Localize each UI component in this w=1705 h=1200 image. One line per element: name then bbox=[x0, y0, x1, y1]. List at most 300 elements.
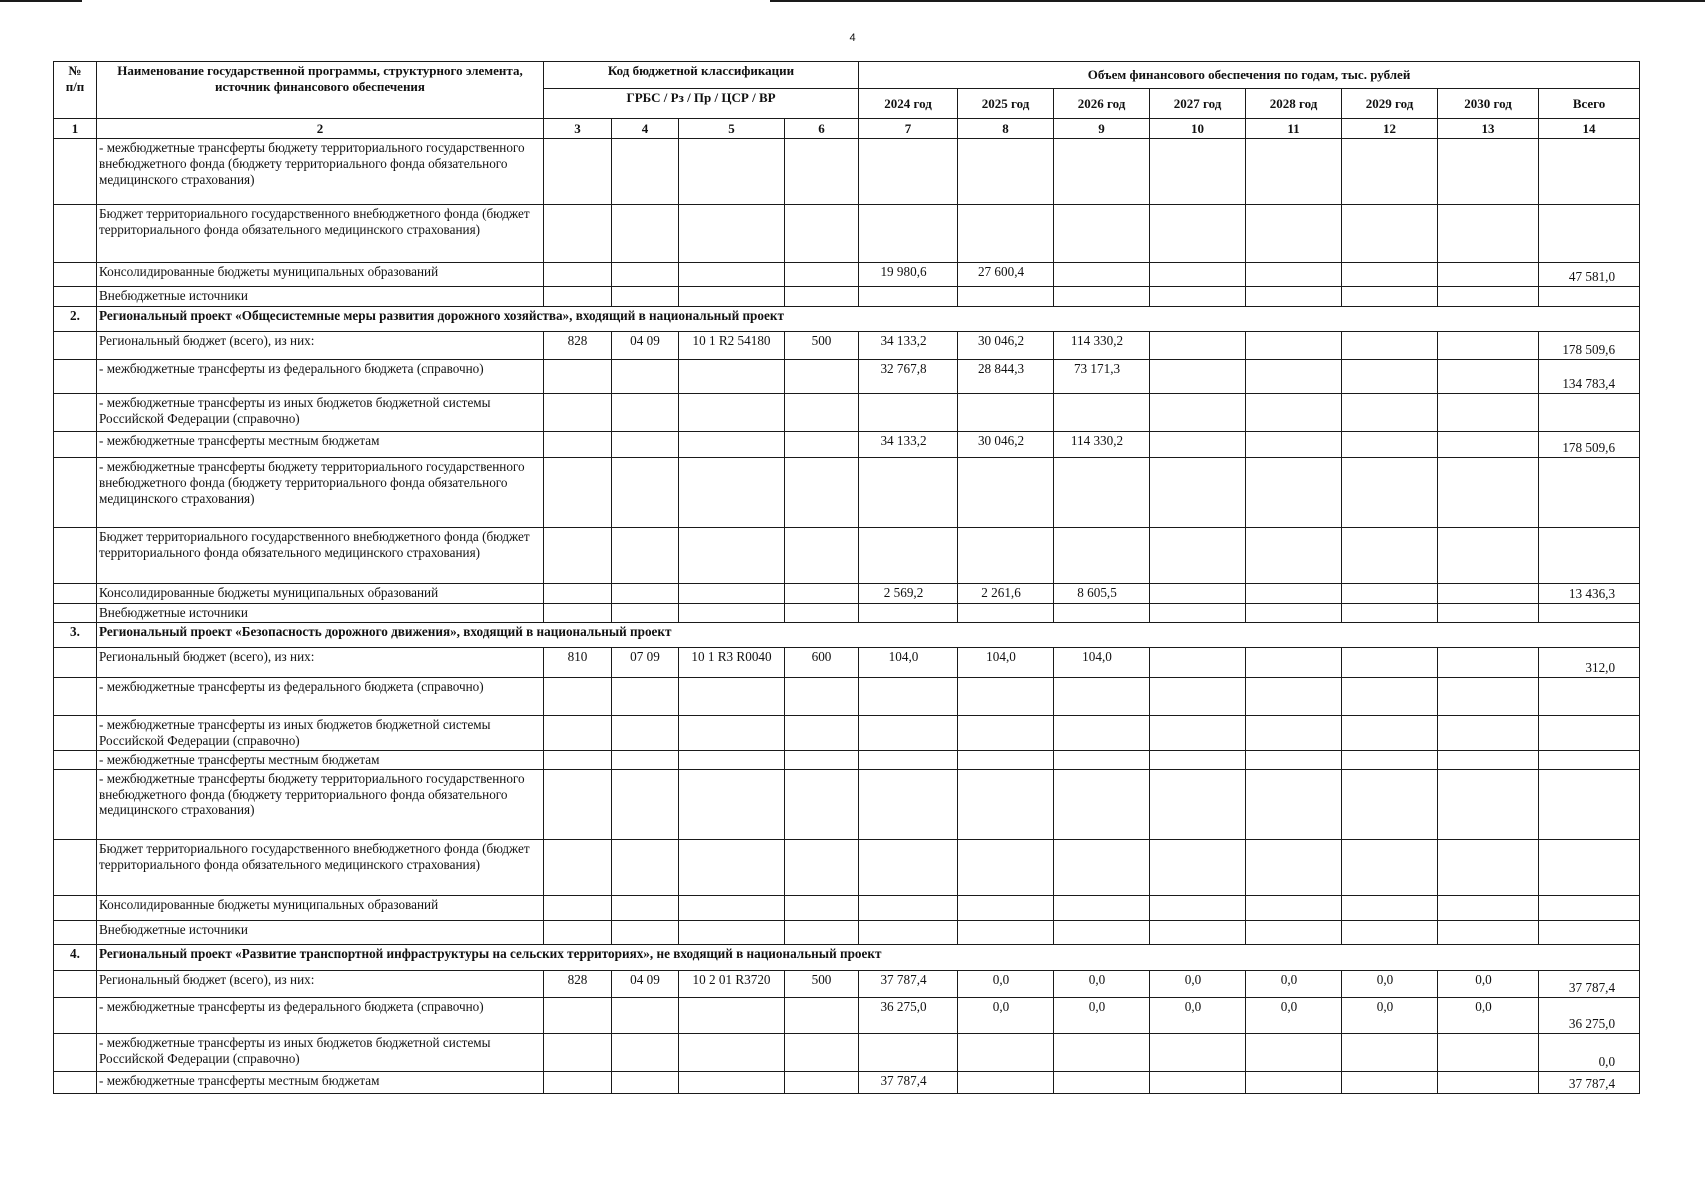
row-number bbox=[54, 360, 97, 394]
value-2030 bbox=[1438, 750, 1539, 769]
row-name: Консолидированные бюджеты муниципальных образований bbox=[97, 263, 544, 287]
table-row bbox=[54, 715, 1640, 750]
code-rz-pr bbox=[612, 528, 679, 584]
value-total bbox=[1539, 839, 1640, 895]
header-year-2025: 2025 год bbox=[958, 89, 1054, 119]
value-2028 bbox=[1246, 584, 1342, 604]
row-name: Бюджет территориального государственного внебюджетного фонда (бюджет территориального фонда обязательного медицинского страхования) bbox=[97, 205, 544, 263]
table-row bbox=[54, 750, 1640, 769]
value-2030 bbox=[1438, 839, 1539, 895]
value-total bbox=[1539, 528, 1640, 584]
code-vr bbox=[785, 432, 859, 458]
value-2028 bbox=[1246, 895, 1342, 920]
section-row bbox=[54, 307, 1640, 332]
value-2024: 36 275,0 bbox=[859, 997, 958, 1033]
header-year-2024: 2024 год bbox=[859, 89, 958, 119]
value-2027 bbox=[1150, 750, 1246, 769]
value-2028 bbox=[1246, 332, 1342, 360]
code-vr bbox=[785, 287, 859, 307]
code-csr bbox=[679, 139, 785, 205]
value-total: 37 787,4 bbox=[1539, 970, 1640, 997]
value-2025 bbox=[958, 920, 1054, 944]
value-2024: 37 787,4 bbox=[859, 970, 958, 997]
value-2025 bbox=[958, 715, 1054, 750]
row-name: Консолидированные бюджеты муниципальных образований bbox=[97, 895, 544, 920]
value-2025 bbox=[958, 604, 1054, 623]
table-row bbox=[54, 360, 1640, 394]
code-vr bbox=[785, 715, 859, 750]
value-total bbox=[1539, 920, 1640, 944]
section-title: Региональный проект «Безопасность дорожного движения», входящий в национальный проект bbox=[97, 622, 1640, 647]
header-index-row bbox=[54, 119, 1640, 139]
table-row bbox=[54, 895, 1640, 920]
value-2026 bbox=[1054, 920, 1150, 944]
value-total bbox=[1539, 205, 1640, 263]
value-2027 bbox=[1150, 458, 1246, 528]
code-rz-pr bbox=[612, 750, 679, 769]
value-2027 bbox=[1150, 647, 1246, 677]
value-2029 bbox=[1342, 205, 1438, 263]
value-2025: 0,0 bbox=[958, 970, 1054, 997]
table-row bbox=[54, 839, 1640, 895]
value-2028 bbox=[1246, 839, 1342, 895]
value-2027 bbox=[1150, 715, 1246, 750]
code-csr: 10 1 R2 54180 bbox=[679, 332, 785, 360]
value-2024 bbox=[859, 715, 958, 750]
table-row bbox=[54, 677, 1640, 715]
value-total: 178 509,6 bbox=[1539, 332, 1640, 360]
code-csr bbox=[679, 604, 785, 623]
code-grbs: 828 bbox=[544, 970, 612, 997]
value-total bbox=[1539, 715, 1640, 750]
value-2026: 8 605,5 bbox=[1054, 584, 1150, 604]
value-2024 bbox=[859, 458, 958, 528]
code-csr bbox=[679, 263, 785, 287]
value-2025: 104,0 bbox=[958, 647, 1054, 677]
value-2029 bbox=[1342, 584, 1438, 604]
scan-edge-left bbox=[0, 0, 82, 2]
value-2024 bbox=[859, 769, 958, 839]
table-row bbox=[54, 584, 1640, 604]
row-number bbox=[54, 263, 97, 287]
table-row bbox=[54, 287, 1640, 307]
value-total bbox=[1539, 604, 1640, 623]
value-2029 bbox=[1342, 458, 1438, 528]
value-2025 bbox=[958, 139, 1054, 205]
row-number bbox=[54, 458, 97, 528]
code-vr bbox=[785, 528, 859, 584]
code-csr bbox=[679, 528, 785, 584]
value-2025 bbox=[958, 528, 1054, 584]
code-vr bbox=[785, 895, 859, 920]
code-grbs bbox=[544, 750, 612, 769]
code-csr bbox=[679, 715, 785, 750]
value-2024: 34 133,2 bbox=[859, 432, 958, 458]
code-vr bbox=[785, 750, 859, 769]
value-2026: 0,0 bbox=[1054, 970, 1150, 997]
row-name: - межбюджетные трансферты из федерального бюджета (справочно) bbox=[97, 677, 544, 715]
code-grbs bbox=[544, 287, 612, 307]
code-vr bbox=[785, 139, 859, 205]
value-2028 bbox=[1246, 1033, 1342, 1071]
code-vr bbox=[785, 1033, 859, 1071]
code-rz-pr bbox=[612, 895, 679, 920]
col-index: 13 bbox=[1438, 119, 1539, 139]
value-2026 bbox=[1054, 1071, 1150, 1093]
table-row bbox=[54, 528, 1640, 584]
code-grbs bbox=[544, 263, 612, 287]
value-2025 bbox=[958, 839, 1054, 895]
row-name: Региональный бюджет (всего), из них: bbox=[97, 332, 544, 360]
value-2029 bbox=[1342, 287, 1438, 307]
header-year-2027: 2027 год bbox=[1150, 89, 1246, 119]
code-rz-pr bbox=[612, 677, 679, 715]
code-csr bbox=[679, 287, 785, 307]
code-vr bbox=[785, 920, 859, 944]
table-row bbox=[54, 205, 1640, 263]
code-vr bbox=[785, 263, 859, 287]
row-number bbox=[54, 920, 97, 944]
value-2029 bbox=[1342, 839, 1438, 895]
row-number bbox=[54, 394, 97, 432]
table-body bbox=[54, 139, 1640, 1094]
value-total: 0,0 bbox=[1539, 1033, 1640, 1071]
code-vr bbox=[785, 205, 859, 263]
code-grbs bbox=[544, 1071, 612, 1093]
code-csr bbox=[679, 997, 785, 1033]
value-2029 bbox=[1342, 604, 1438, 623]
code-csr bbox=[679, 205, 785, 263]
value-2024 bbox=[859, 895, 958, 920]
value-2029 bbox=[1342, 263, 1438, 287]
value-total: 36 275,0 bbox=[1539, 997, 1640, 1033]
code-grbs bbox=[544, 458, 612, 528]
scan-edge-right bbox=[770, 0, 1705, 2]
code-csr bbox=[679, 920, 785, 944]
col-index: 6 bbox=[785, 119, 859, 139]
code-rz-pr: 04 09 bbox=[612, 970, 679, 997]
code-rz-pr bbox=[612, 1071, 679, 1093]
code-grbs bbox=[544, 584, 612, 604]
row-number bbox=[54, 604, 97, 623]
value-2025 bbox=[958, 769, 1054, 839]
row-number bbox=[54, 432, 97, 458]
value-2024 bbox=[859, 394, 958, 432]
value-2029 bbox=[1342, 920, 1438, 944]
code-grbs bbox=[544, 360, 612, 394]
value-2029 bbox=[1342, 715, 1438, 750]
row-name: - межбюджетные трансферты из федерального бюджета (справочно) bbox=[97, 997, 544, 1033]
code-grbs bbox=[544, 715, 612, 750]
code-rz-pr bbox=[612, 584, 679, 604]
table-row bbox=[54, 458, 1640, 528]
value-2024: 37 787,4 bbox=[859, 1071, 958, 1093]
code-grbs bbox=[544, 769, 612, 839]
table-row bbox=[54, 432, 1640, 458]
code-csr bbox=[679, 360, 785, 394]
code-grbs bbox=[544, 677, 612, 715]
value-2026 bbox=[1054, 895, 1150, 920]
value-2027 bbox=[1150, 332, 1246, 360]
code-rz-pr bbox=[612, 920, 679, 944]
section-number: 4. bbox=[54, 944, 97, 970]
value-2025: 30 046,2 bbox=[958, 432, 1054, 458]
code-grbs bbox=[544, 394, 612, 432]
col-index: 4 bbox=[612, 119, 679, 139]
value-2027: 0,0 bbox=[1150, 970, 1246, 997]
row-number bbox=[54, 750, 97, 769]
value-2029 bbox=[1342, 528, 1438, 584]
value-2026 bbox=[1054, 287, 1150, 307]
code-csr bbox=[679, 1071, 785, 1093]
code-rz-pr: 04 09 bbox=[612, 332, 679, 360]
code-grbs bbox=[544, 205, 612, 263]
value-2028 bbox=[1246, 263, 1342, 287]
value-2024 bbox=[859, 205, 958, 263]
section-number: 2. bbox=[54, 307, 97, 332]
value-2030 bbox=[1438, 394, 1539, 432]
value-2027 bbox=[1150, 139, 1246, 205]
value-2028: 0,0 bbox=[1246, 997, 1342, 1033]
value-2025 bbox=[958, 1071, 1054, 1093]
value-2027 bbox=[1150, 1033, 1246, 1071]
row-number bbox=[54, 997, 97, 1033]
value-2027: 0,0 bbox=[1150, 997, 1246, 1033]
value-2029 bbox=[1342, 1071, 1438, 1093]
value-2027 bbox=[1150, 839, 1246, 895]
value-total: 47 581,0 bbox=[1539, 263, 1640, 287]
row-name: Региональный бюджет (всего), из них: bbox=[97, 970, 544, 997]
code-grbs bbox=[544, 839, 612, 895]
value-2028 bbox=[1246, 715, 1342, 750]
row-number bbox=[54, 205, 97, 263]
code-vr bbox=[785, 1071, 859, 1093]
code-rz-pr bbox=[612, 458, 679, 528]
value-2025 bbox=[958, 287, 1054, 307]
row-number bbox=[54, 287, 97, 307]
row-number bbox=[54, 1071, 97, 1093]
value-2024 bbox=[859, 528, 958, 584]
value-2024 bbox=[859, 1033, 958, 1071]
header-year-2030: 2030 год bbox=[1438, 89, 1539, 119]
code-grbs bbox=[544, 432, 612, 458]
value-2028: 0,0 bbox=[1246, 970, 1342, 997]
value-2026 bbox=[1054, 604, 1150, 623]
code-vr bbox=[785, 604, 859, 623]
value-2030 bbox=[1438, 332, 1539, 360]
value-total bbox=[1539, 287, 1640, 307]
value-2024 bbox=[859, 604, 958, 623]
value-2026: 104,0 bbox=[1054, 647, 1150, 677]
col-index: 11 bbox=[1246, 119, 1342, 139]
value-2028 bbox=[1246, 1071, 1342, 1093]
row-number bbox=[54, 970, 97, 997]
code-grbs bbox=[544, 895, 612, 920]
value-total bbox=[1539, 677, 1640, 715]
code-rz-pr bbox=[612, 715, 679, 750]
value-2028 bbox=[1246, 604, 1342, 623]
code-csr bbox=[679, 1033, 785, 1071]
row-name: - межбюджетные трансферты местным бюджетам bbox=[97, 750, 544, 769]
value-2030 bbox=[1438, 677, 1539, 715]
budget-table bbox=[53, 61, 1640, 1094]
value-2029 bbox=[1342, 750, 1438, 769]
value-total: 178 509,6 bbox=[1539, 432, 1640, 458]
value-2025 bbox=[958, 1033, 1054, 1071]
code-grbs: 828 bbox=[544, 332, 612, 360]
value-2026 bbox=[1054, 458, 1150, 528]
value-2029 bbox=[1342, 332, 1438, 360]
code-grbs bbox=[544, 997, 612, 1033]
value-2028 bbox=[1246, 647, 1342, 677]
value-2029 bbox=[1342, 769, 1438, 839]
value-2029: 0,0 bbox=[1342, 997, 1438, 1033]
value-2028 bbox=[1246, 458, 1342, 528]
value-2030 bbox=[1438, 920, 1539, 944]
value-2026 bbox=[1054, 139, 1150, 205]
code-rz-pr bbox=[612, 263, 679, 287]
table-row bbox=[54, 1033, 1640, 1071]
value-2026 bbox=[1054, 750, 1150, 769]
value-2025: 0,0 bbox=[958, 997, 1054, 1033]
code-csr: 10 1 R3 R0040 bbox=[679, 647, 785, 677]
row-number bbox=[54, 528, 97, 584]
value-2030 bbox=[1438, 360, 1539, 394]
value-total bbox=[1539, 895, 1640, 920]
value-total: 13 436,3 bbox=[1539, 584, 1640, 604]
value-2027 bbox=[1150, 528, 1246, 584]
value-total: 312,0 bbox=[1539, 647, 1640, 677]
row-number bbox=[54, 139, 97, 205]
value-2030 bbox=[1438, 769, 1539, 839]
row-number bbox=[54, 677, 97, 715]
value-2025 bbox=[958, 677, 1054, 715]
value-2029 bbox=[1342, 677, 1438, 715]
value-2024 bbox=[859, 287, 958, 307]
value-2027 bbox=[1150, 263, 1246, 287]
value-2030 bbox=[1438, 715, 1539, 750]
value-2026 bbox=[1054, 394, 1150, 432]
table-row bbox=[54, 263, 1640, 287]
value-2026: 114 330,2 bbox=[1054, 332, 1150, 360]
value-2025: 30 046,2 bbox=[958, 332, 1054, 360]
code-grbs bbox=[544, 528, 612, 584]
value-2025 bbox=[958, 750, 1054, 769]
row-name: - межбюджетные трансферты из иных бюджетов бюджетной системы Российской Федерации (справочно) bbox=[97, 715, 544, 750]
row-number bbox=[54, 647, 97, 677]
value-2024 bbox=[859, 839, 958, 895]
value-2030 bbox=[1438, 1071, 1539, 1093]
header-budget-code: Код бюджетной классификации bbox=[544, 62, 859, 89]
value-2024 bbox=[859, 920, 958, 944]
row-number bbox=[54, 769, 97, 839]
col-index: 7 bbox=[859, 119, 958, 139]
code-rz-pr bbox=[612, 394, 679, 432]
value-total: 37 787,4 bbox=[1539, 1071, 1640, 1093]
row-name: Бюджет территориального государственного внебюджетного фонда (бюджет территориального фонда обязательного медицинского страхования) bbox=[97, 839, 544, 895]
value-2030 bbox=[1438, 604, 1539, 623]
code-grbs bbox=[544, 139, 612, 205]
code-vr bbox=[785, 360, 859, 394]
col-index: 9 bbox=[1054, 119, 1150, 139]
header-name: Наименование государственной программы, структурного элемента, источник финансового обеспечения bbox=[97, 62, 544, 119]
code-csr bbox=[679, 458, 785, 528]
row-name: Региональный бюджет (всего), из них: bbox=[97, 647, 544, 677]
value-2027 bbox=[1150, 432, 1246, 458]
row-name: - межбюджетные трансферты из иных бюджетов бюджетной системы Российской Федерации (справочно) bbox=[97, 1033, 544, 1071]
value-2030 bbox=[1438, 895, 1539, 920]
value-2030 bbox=[1438, 528, 1539, 584]
table-row bbox=[54, 997, 1640, 1033]
code-rz-pr bbox=[612, 287, 679, 307]
code-rz-pr bbox=[612, 139, 679, 205]
row-name: - межбюджетные трансферты бюджету территориального государственного внебюджетного фонда (бюджету территориального фонда обязательного медицинского страхования) bbox=[97, 139, 544, 205]
section-title: Региональный проект «Общесистемные меры развития дорожного хозяйства», входящий в национальный проект bbox=[97, 307, 1640, 332]
value-2026: 114 330,2 bbox=[1054, 432, 1150, 458]
value-2026 bbox=[1054, 677, 1150, 715]
value-2024: 34 133,2 bbox=[859, 332, 958, 360]
value-2029 bbox=[1342, 360, 1438, 394]
row-number bbox=[54, 715, 97, 750]
code-rz-pr bbox=[612, 360, 679, 394]
value-2029 bbox=[1342, 139, 1438, 205]
row-name: - межбюджетные трансферты местным бюджетам bbox=[97, 432, 544, 458]
code-rz-pr bbox=[612, 604, 679, 623]
code-vr bbox=[785, 458, 859, 528]
value-2030: 0,0 bbox=[1438, 997, 1539, 1033]
code-vr bbox=[785, 997, 859, 1033]
code-vr: 500 bbox=[785, 332, 859, 360]
value-2027 bbox=[1150, 604, 1246, 623]
code-csr bbox=[679, 769, 785, 839]
value-2027 bbox=[1150, 584, 1246, 604]
value-2027 bbox=[1150, 920, 1246, 944]
value-2026 bbox=[1054, 715, 1150, 750]
value-2026 bbox=[1054, 263, 1150, 287]
value-2025: 27 600,4 bbox=[958, 263, 1054, 287]
table-row bbox=[54, 332, 1640, 360]
header-year-2028: 2028 год bbox=[1246, 89, 1342, 119]
value-2030 bbox=[1438, 458, 1539, 528]
value-2030 bbox=[1438, 584, 1539, 604]
table-row bbox=[54, 920, 1640, 944]
value-2026 bbox=[1054, 839, 1150, 895]
col-index: 8 bbox=[958, 119, 1054, 139]
value-2030 bbox=[1438, 263, 1539, 287]
value-2027 bbox=[1150, 287, 1246, 307]
code-vr bbox=[785, 394, 859, 432]
value-2027 bbox=[1150, 677, 1246, 715]
value-2024: 2 569,2 bbox=[859, 584, 958, 604]
value-2024: 104,0 bbox=[859, 647, 958, 677]
code-csr bbox=[679, 677, 785, 715]
value-2029 bbox=[1342, 432, 1438, 458]
value-2025 bbox=[958, 458, 1054, 528]
value-2030 bbox=[1438, 205, 1539, 263]
table-row bbox=[54, 604, 1640, 623]
value-2028 bbox=[1246, 677, 1342, 715]
code-rz-pr bbox=[612, 1033, 679, 1071]
value-2027 bbox=[1150, 394, 1246, 432]
col-index: 12 bbox=[1342, 119, 1438, 139]
code-vr: 500 bbox=[785, 970, 859, 997]
value-total bbox=[1539, 750, 1640, 769]
header-year-2029: 2029 год bbox=[1342, 89, 1438, 119]
col-index: 3 bbox=[544, 119, 612, 139]
value-2028 bbox=[1246, 287, 1342, 307]
code-rz-pr bbox=[612, 769, 679, 839]
value-2024 bbox=[859, 750, 958, 769]
